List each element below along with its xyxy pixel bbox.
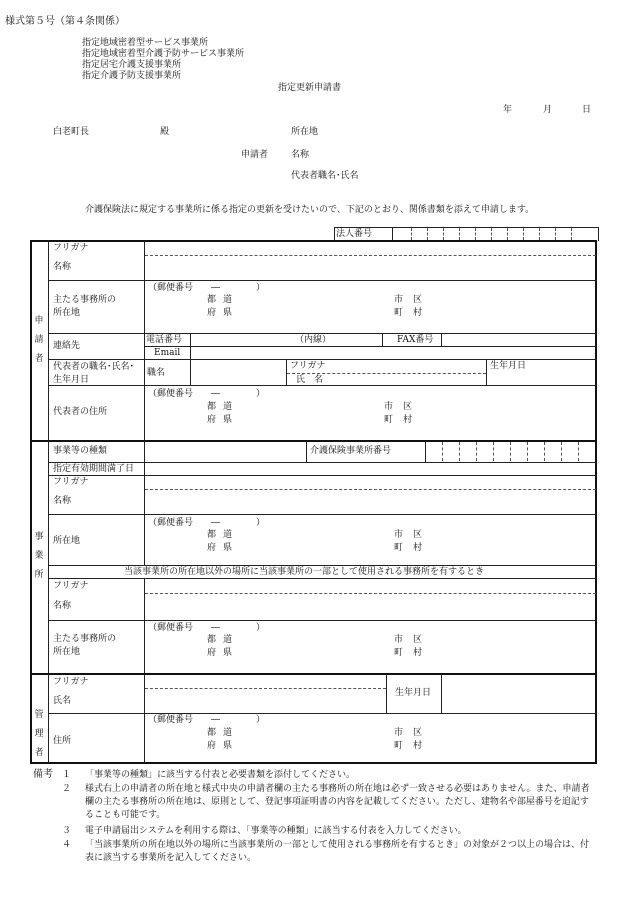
business-type-2: 指定地域密着型介護予防サービス事業所 (82, 49, 245, 59)
rep-label-1: 代表者の職名･氏名･ (53, 362, 135, 372)
office2-pref-dou: 道 (223, 635, 233, 645)
manager-city-shi: 市 (394, 728, 404, 738)
date-day: 日 (582, 105, 592, 115)
corp-number-box[interactable] (334, 227, 599, 241)
business-type-4: 指定介護予防支援事業所 (82, 71, 182, 81)
notes-label: 備考 (33, 769, 53, 780)
business-type-1: 指定地域密着型サービス事業所 (82, 38, 209, 48)
pref-ken: 県 (223, 308, 233, 318)
insurance-number-label: 介護保険事業所番号 (310, 446, 392, 456)
rep-name-label: 氏 名 (296, 375, 324, 385)
office-type-label: 事業等の種類 (53, 446, 108, 456)
city-mura: 村 (413, 308, 423, 318)
header-location-label: 所在地 (291, 127, 319, 137)
note-1-num: １ (62, 770, 72, 780)
rep-pref-to: 都 (207, 402, 217, 412)
extension-label: （内線） (295, 335, 332, 345)
position-label: 職名 (147, 368, 166, 378)
office-name-label: 名称 (53, 496, 72, 506)
header-rep-label: 代表者職名･氏名 (291, 171, 359, 181)
manager-pref-fu: 府 (207, 741, 217, 751)
office-city-shi: 市 (394, 530, 404, 540)
manager-furigana-label: フリガナ (53, 677, 89, 687)
date-year: 年 (503, 105, 513, 115)
section-office: 事業所 (34, 532, 44, 580)
contact-label: 連絡先 (53, 341, 81, 351)
note-3-num: ３ (62, 826, 72, 836)
manager-pref-ken: 県 (223, 741, 233, 751)
office2-main-label-2: 所在地 (53, 647, 81, 657)
manager-birth-label: 生年月日 (395, 688, 432, 698)
header-name-label: 名称 (291, 150, 310, 160)
note-2-num: ２ (62, 784, 72, 794)
fax-label: FAX番号 (397, 335, 434, 345)
date-month: 月 (543, 105, 553, 115)
manager-postal: （郵便番号 ― ） (148, 715, 266, 725)
office-city-ku: 区 (413, 530, 423, 540)
note-4-text: 「当該事業所の所在地以外の場所に当該事業所の一部として使用される事務所を有するとき」の対象が２つ以上の場合は、付表に該当する事業所を記入してください。 (85, 840, 590, 863)
rep-pref-dou: 道 (223, 402, 233, 412)
office-pref-ken: 県 (223, 543, 233, 553)
pref-dou: 道 (223, 295, 233, 305)
office2-postal: （郵便番号 ― ） (148, 623, 266, 633)
pref-to: 都 (207, 295, 217, 305)
office2-city-mura: 村 (413, 648, 423, 658)
email-label: Email (154, 348, 181, 358)
applicant-main-office-label-2: 所在地 (53, 308, 81, 318)
office-postal: （郵便番号 ― ） (148, 518, 266, 528)
rep-city-ku: 区 (403, 402, 413, 412)
office-pref-fu: 府 (207, 543, 217, 553)
manager-city-machi: 町 (394, 741, 404, 751)
rep-pref-fu: 府 (207, 415, 217, 425)
office-pref-dou: 道 (223, 530, 233, 540)
city-machi: 町 (394, 308, 404, 318)
business-type-3: 指定居宅介護支援事業所 (82, 60, 182, 70)
applicant-main-office-label-1: 主たる事務所の (53, 295, 117, 305)
expiry-label: 指定有効期間満了日 (53, 464, 135, 474)
phone-label: 電話番号 (146, 335, 183, 345)
note-4-num: ４ (62, 840, 72, 850)
office2-city-ku: 区 (413, 635, 423, 645)
application-table (30, 240, 597, 764)
page-title: 指定更新申請書 (278, 83, 342, 93)
manager-pref-to: 都 (207, 728, 217, 738)
applicant-name-label: 名称 (53, 262, 72, 272)
intro-text: 介護保険法に規定する事業所に係る指定の更新を受けたいので、下記のとおり、関係書類を添えて申請します。 (85, 205, 535, 215)
rep-city-mura: 村 (403, 415, 413, 425)
note-3-text: 電子申請届出システムを利用する際は、「事業等の種類」に該当する付表を入力してください。 (85, 826, 467, 836)
city-shi: 市 (394, 295, 404, 305)
office2-pref-to: 都 (207, 635, 217, 645)
office-pref-to: 都 (207, 530, 217, 540)
applicant-furigana-label: フリガナ (53, 243, 89, 253)
office2-pref-fu: 府 (207, 648, 217, 658)
applicant-postal: （郵便番号 ― ） (148, 283, 266, 293)
office2-city-machi: 町 (394, 648, 404, 658)
header-applicant-label: 申請者 (241, 150, 269, 160)
rep-birth-label: 生年月日 (490, 361, 527, 371)
manager-city-ku: 区 (413, 728, 423, 738)
rep-city-machi: 町 (384, 415, 394, 425)
honorific: 殿 (160, 127, 170, 137)
form-number: 様式第５号（第４条関係） (5, 16, 125, 27)
rep-furigana-label: フリガナ (290, 361, 326, 371)
pref-fu: 府 (207, 308, 217, 318)
office2-main-label-1: 主たる事務所の (53, 634, 117, 644)
office2-furigana-label: フリガナ (53, 581, 89, 591)
office-city-machi: 町 (394, 543, 404, 553)
rep-label-2: 生年月日 (53, 375, 90, 385)
corp-number-label: 法人番号 (336, 229, 373, 239)
note-1-text: 「事業等の種類」に該当する付表と必要書類を添付してください。 (85, 770, 356, 780)
office2-pref-ken: 県 (223, 648, 233, 658)
city-ku: 区 (413, 295, 423, 305)
other-office-note: 当該事業所の所在地以外の場所に当該事業所の一部として使用される事務所を有するとき (124, 567, 485, 577)
office-furigana-label: フリガナ (53, 477, 89, 487)
office-city-mura: 村 (413, 543, 423, 553)
addressee: 白老町長 (53, 127, 90, 137)
manager-city-mura: 村 (413, 741, 423, 751)
section-applicant: 申請者 (34, 316, 44, 364)
manager-address-label: 住所 (53, 736, 72, 746)
rep-postal: （郵便番号 ― ） (148, 389, 266, 399)
note-2-text: 様式右上の申請者の所在地と様式中央の申請者欄の主たる事務所の所在地は必ず一致させる必要はありません。また、申請者欄の主たる事務所の所在地は、原則として、登記事項証明書の内容を記載してください。ただし、建物名や部屋番号を追記することも可能です。 (85, 784, 590, 820)
rep-pref-ken: 県 (223, 415, 233, 425)
section-manager: 管理者 (34, 710, 44, 758)
office2-city-shi: 市 (394, 635, 404, 645)
rep-address-label: 代表者の住所 (53, 407, 108, 417)
rep-city-shi: 市 (384, 402, 394, 412)
manager-name-label: 氏名 (53, 696, 72, 706)
office-location-label: 所在地 (53, 536, 81, 546)
manager-pref-dou: 道 (223, 728, 233, 738)
office2-name-label: 名称 (53, 601, 72, 611)
